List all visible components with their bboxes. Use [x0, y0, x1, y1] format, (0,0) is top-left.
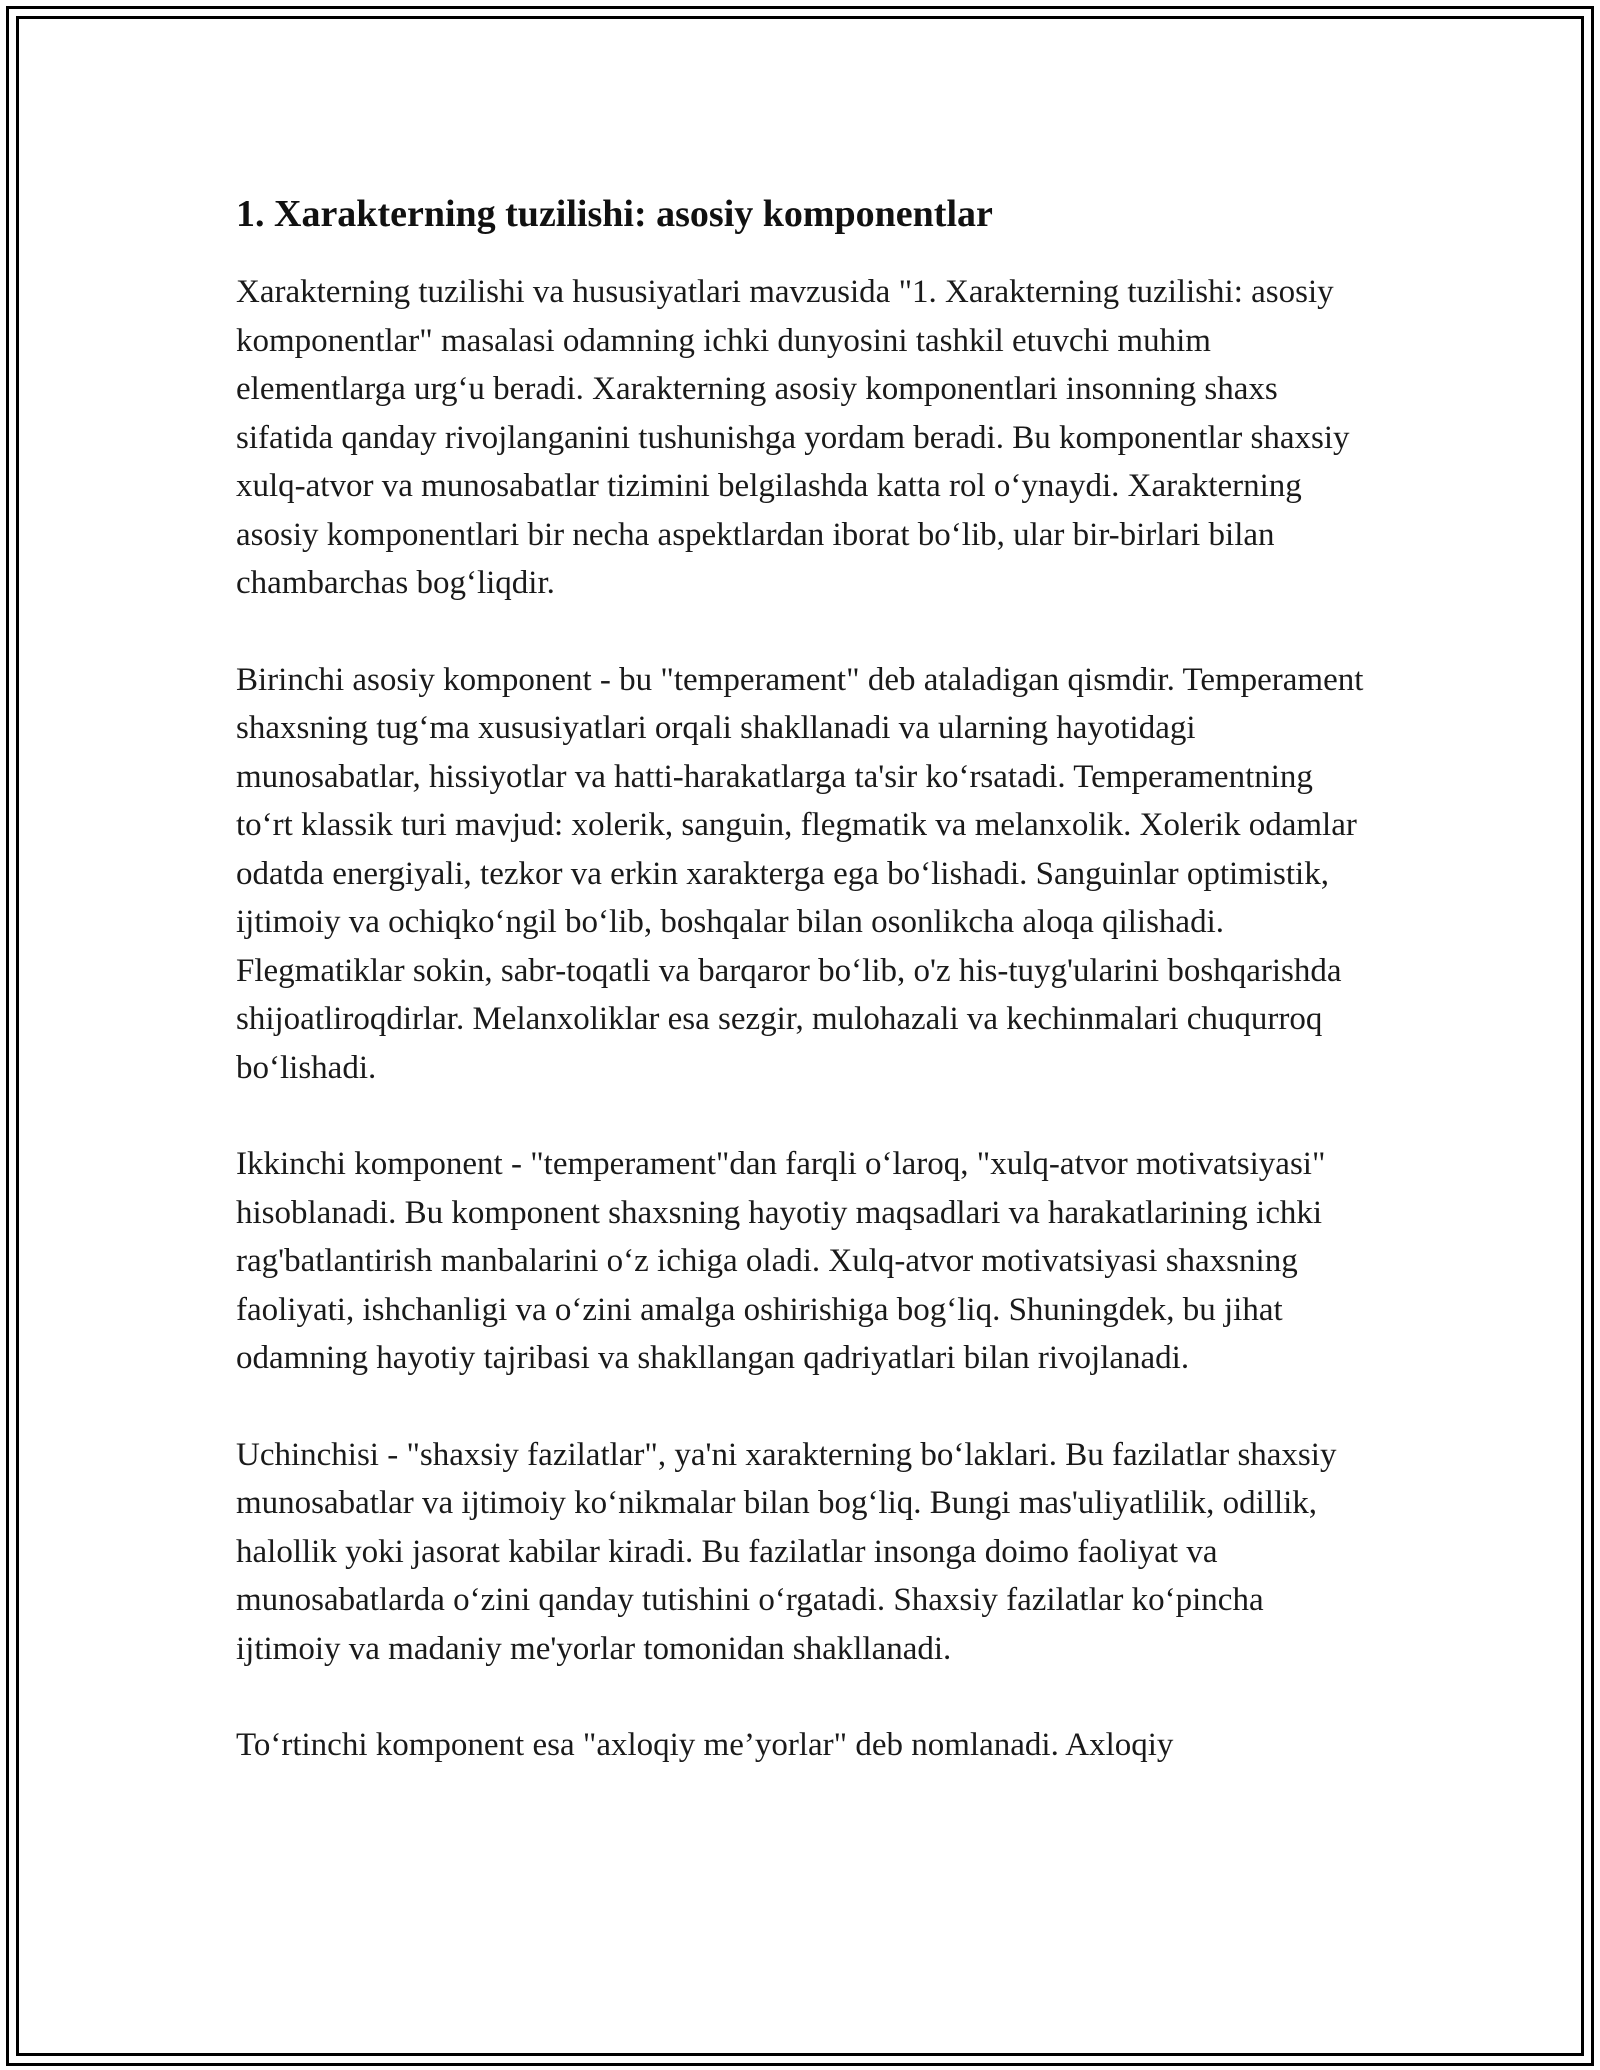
paragraph-moral-norms: To‘rtinchi komponent esa "axloqiy me’yorlar" deb nomlanadi. Axloqiy — [236, 1727, 1174, 1763]
section-heading: 1. Xarakterning tuzilishi: asosiy komponentlar — [236, 193, 993, 235]
paragraph-intro: Xarakterning tuzilishi va hususiyatlari mavzusida "1. Xarakterning tuzilishi: asosiy komponentlar" masalasi odamning ichki dunyosini tashkil etuvchi muhim elementlarga urg‘u beradi. Xarakterning asosiy komponentlari insonning shaxs sifatida qanday rivojlanganini tushunishga yordam beradi. Bu komponentlar shaxsiy xulq-atvor va munosabatlar tizimini belgilashda katta rol o‘ynaydi. Xarakterning asosiy komponentlari bir necha aspektlardan iborat bo‘lib, ular bir-birlari bilan chambarchas bog‘liqdir. — [236, 274, 1350, 601]
paragraph-personal-qualities: Uchinchisi - "shaxsiy fazilatlar", ya'ni xarakterning bo‘laklari. Bu fazilatlar shaxsiy munosabatlar va ijtimoiy ko‘nikmalar bilan bog‘liq. Bungi mas'uliyatlilik, odillik, halollik yoki jasorat kabilar kiradi. Bu fazilatlar insonga doimo faoliyat va munosabatlarda o‘zini qanday tutishini o‘rgatadi. Shaxsiy fazilatlar ko‘pincha ijtimoiy va madaniy me'yorlar tomonidan shakllanadi. — [236, 1436, 1337, 1667]
paragraph-temperament: Birinchi asosiy komponent - bu "temperament" deb ataladigan qismdir. Temperament shaxsning tug‘ma xususiyatlari orqali shakllanadi va ularning hayotidagi munosabatlar, hissiyotlar va hatti-harakatlarga ta'sir ko‘rsatadi. Temperamentning to‘rt klassik turi mavjud: xolerik, sanguin, flegmatik va melanxolik. Xolerik odamlar odatda energiyali, tezkor va erkin xarakterga ega bo‘lishadi. Sanguinlar optimistik, ijtimoiy va ochiqko‘ngil bo‘lib, boshqalar bilan osonlikcha aloqa qilishadi. Flegmatiklar sokin, sabr-toqatli va barqaror bo‘lib, o'z his-tuyg'ularini boshqarishda shijoatliroqdirlar. Melanxoliklar esa sezgir, mulohazali va kechinmalari chuqurroq bo‘lishadi. — [236, 661, 1364, 1086]
paragraph-motivation: Ikkinchi komponent - "temperament"dan farqli o‘laroq, "xulq-atvor motivatsiyasi" hisoblanadi. Bu komponent shaxsning hayotiy maqsadlari va harakatlarining ichki rag'batlantirish manbalarini o‘z ichiga oladi. Xulq-atvor motivatsiyasi shaxsning faoliyati, ishchanligi va o‘zini amalga oshirishiga bog‘liq. Shuningdek, bu jihat odamning hayotiy tajribasi va shakllangan qadriyatlari bilan rivojlanadi. — [236, 1146, 1326, 1376]
document-body — [236, 180, 1366, 1818]
